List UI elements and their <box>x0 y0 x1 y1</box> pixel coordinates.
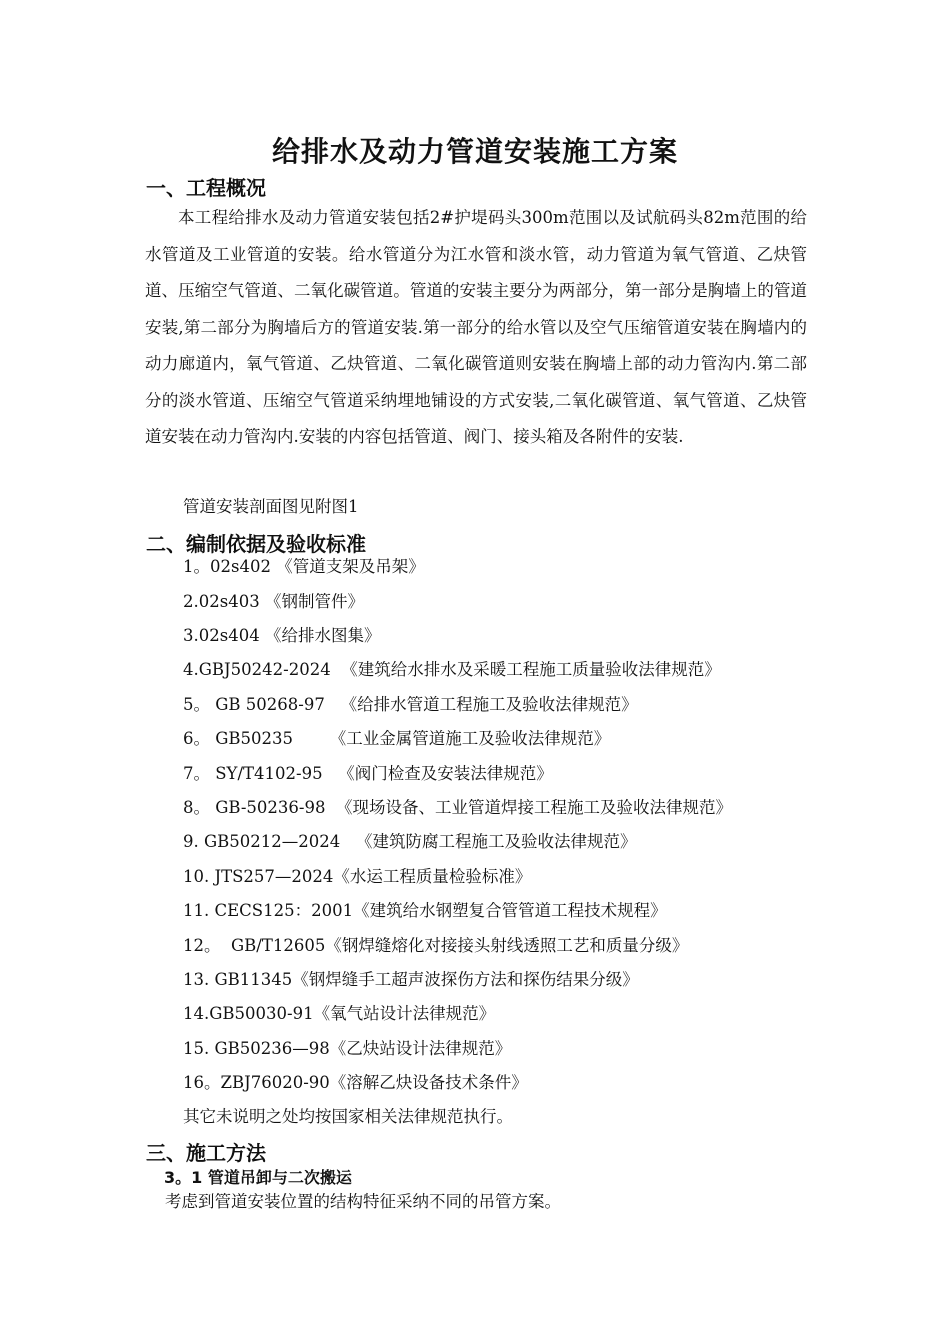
section-heading-standards: 二、编制依据及验收标准 <box>146 532 366 556</box>
standards-closing-note: 其它未说明之处均按国家相关法律规范执行。 <box>183 1107 513 1126</box>
standard-item: 14.GB50030-91《氧气站设计法律规范》 <box>183 1004 496 1023</box>
section-heading-methods: 三、施工方法 <box>146 1141 266 1165</box>
standard-item: 6。 GB50235 《工业金属管道施工及验收法律规范》 <box>183 729 611 748</box>
standard-item: 12。 GB/T12605《钢焊缝熔化对接接头射线透照工艺和质量分级》 <box>183 936 689 955</box>
standard-item: 2.02s403 《钢制管件》 <box>183 592 364 611</box>
overview-note: 管道安装剖面图见附图1 <box>183 497 359 516</box>
standard-item: 5。 GB 50268-97 《给排水管道工程施工及验收法律规范》 <box>183 695 638 714</box>
standard-item: 9. GB50212—2024 《建筑防腐工程施工及验收法律规范》 <box>183 832 637 851</box>
subsection-heading-pipe-hoisting: 3。1 管道吊卸与二次搬运 <box>164 1168 352 1187</box>
standard-item: 4.GBJ50242-2024 《建筑给水排水及采暖工程施工质量验收法律规范》 <box>183 660 721 679</box>
standard-item: 3.02s404 《给排水图集》 <box>183 626 381 645</box>
standard-item: 8。 GB-50236-98 《现场设备、工业管道焊接工程施工及验收法律规范》 <box>183 798 732 817</box>
standard-item: 11. CECS125：2001《建筑给水钢塑复合管管道工程技术规程》 <box>183 901 667 920</box>
hoisting-paragraph: 考虑到管道安装位置的结构特征采纳不同的吊管方案。 <box>165 1192 561 1211</box>
standard-item: 13. GB11345《钢焊缝手工超声波探伤方法和探伤结果分级》 <box>183 970 639 989</box>
standard-item: 10. JTS257—2024《水运工程质量检验标准》 <box>183 867 532 886</box>
section-heading-overview: 一、工程概况 <box>146 176 266 200</box>
standard-item: 1。02s402 《管道支架及吊架》 <box>183 557 425 576</box>
standard-item: 16。ZBJ76020-90《溶解乙炔设备技术条件》 <box>183 1073 528 1092</box>
document-title: 给排水及动力管道安装施工方案 <box>271 135 678 168</box>
standard-item: 15. GB50236—98《乙炔站设计法律规范》 <box>183 1039 512 1058</box>
overview-paragraph: 本工程给排水及动力管道安装包括2#护堤码头300m范围以及试航码头82m范围的给水管道及工业管道的安装。给水管道分为江水管和淡水管，动力管道为氧气管道、乙炔管道、压缩空气管道、二氧化碳管道。管道的安装主要分为两部分，第一部分是胸墙上的管道安装,第二部分为胸墙后方的管道安装.第一部分的给水管以及空气压缩管道安装在胸墙内的动力廊道内，氧气管道、乙炔管道、二氧化碳管道则安装在胸墙上部的动力管沟内.第二部分的淡水管道、压缩空气管道采纳埋地铺设的方式安装,二氧化碳管道、氧气管道、乙炔管道安装在动力管沟内.安装的内容包括管道、阀门、接头箱及各附件的安装. <box>145 208 807 446</box>
standard-item: 7。 SY/T4102-95 《阀门检查及安装法律规范》 <box>183 764 553 783</box>
